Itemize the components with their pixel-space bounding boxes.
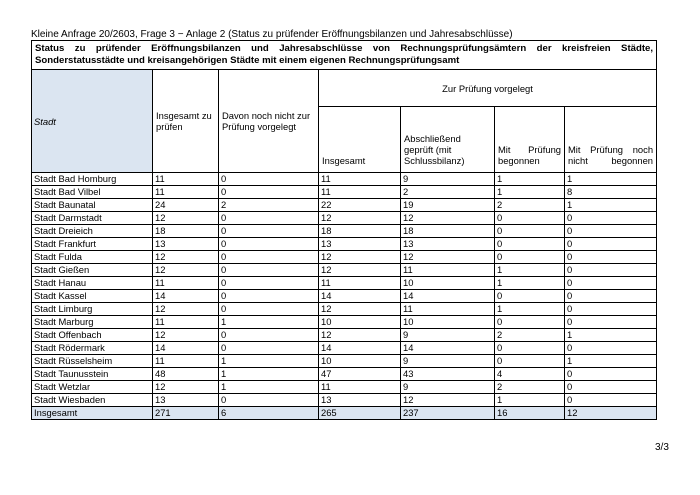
city-cell: Stadt Wiesbaden [32, 394, 153, 407]
value-cell: 14 [319, 290, 401, 303]
value-cell: 11 [319, 186, 401, 199]
value-cell: 11 [401, 264, 495, 277]
document-caption: Kleine Anfrage 20/2603, Frage 3 − Anlage 2 (Status zu prüfender Eröffnungsbilanzen und Jahresabschlüsse) [31, 29, 513, 40]
value-cell: 0 [219, 342, 319, 355]
table-body [32, 173, 657, 420]
value-cell: 12 [401, 394, 495, 407]
value-cell: 0 [565, 381, 657, 394]
value-cell: 11 [319, 173, 401, 186]
value-cell: 24 [153, 199, 219, 212]
total-value-cell: 6 [219, 407, 319, 420]
value-cell: 11 [401, 303, 495, 316]
value-cell: 13 [401, 238, 495, 251]
city-cell: Stadt Marburg [32, 316, 153, 329]
value-cell: 12 [153, 381, 219, 394]
total-value-cell: 265 [319, 407, 401, 420]
value-cell: 0 [495, 238, 565, 251]
value-cell: 8 [565, 186, 657, 199]
value-cell: 12 [401, 251, 495, 264]
value-cell: 22 [319, 199, 401, 212]
value-cell: 0 [219, 303, 319, 316]
value-cell: 10 [319, 355, 401, 368]
table-row [32, 264, 657, 277]
value-cell: 12 [319, 329, 401, 342]
value-cell: 12 [319, 251, 401, 264]
value-cell: 12 [153, 264, 219, 277]
value-cell: 1 [565, 355, 657, 368]
value-cell: 1 [495, 173, 565, 186]
value-cell: 18 [401, 225, 495, 238]
city-cell: Stadt Offenbach [32, 329, 153, 342]
value-cell: 14 [401, 290, 495, 303]
value-cell: 1 [565, 199, 657, 212]
value-cell: 0 [219, 225, 319, 238]
value-cell: 0 [219, 173, 319, 186]
value-cell: 0 [219, 264, 319, 277]
value-cell: 0 [495, 342, 565, 355]
city-cell: Stadt Kassel [32, 290, 153, 303]
city-cell: Stadt Baunatal [32, 199, 153, 212]
value-cell: 9 [401, 173, 495, 186]
header-pruefung-begonnen: Mit Prüfung begonnen [495, 107, 565, 173]
value-cell: 47 [319, 368, 401, 381]
table-row [32, 277, 657, 290]
value-cell: 11 [153, 186, 219, 199]
city-cell: Stadt Rödermark [32, 342, 153, 355]
value-cell: 14 [401, 342, 495, 355]
value-cell: 0 [219, 251, 319, 264]
city-cell: Stadt Frankfurt [32, 238, 153, 251]
header-abschliessend-geprueft: Abschließend geprüft (mit Schlussbilanz) [401, 107, 495, 173]
value-cell: 1 [495, 277, 565, 290]
value-cell: 13 [319, 238, 401, 251]
city-cell: Stadt Rüsselsheim [32, 355, 153, 368]
value-cell: 0 [565, 316, 657, 329]
city-cell: Stadt Gießen [32, 264, 153, 277]
value-cell: 12 [153, 251, 219, 264]
city-cell: Stadt Hanau [32, 277, 153, 290]
value-cell: 1 [495, 264, 565, 277]
table-row [32, 212, 657, 225]
value-cell: 9 [401, 355, 495, 368]
city-cell: Stadt Bad Vilbel [32, 186, 153, 199]
value-cell: 18 [319, 225, 401, 238]
value-cell: 0 [565, 342, 657, 355]
value-cell: 1 [219, 316, 319, 329]
value-cell: 0 [219, 238, 319, 251]
table-row [32, 173, 657, 186]
value-cell: 10 [319, 316, 401, 329]
table-row [32, 238, 657, 251]
value-cell: 2 [495, 199, 565, 212]
value-cell: 0 [495, 225, 565, 238]
total-row [32, 407, 657, 420]
header-stadt: Stadt [32, 70, 153, 173]
table-row [32, 199, 657, 212]
value-cell: 10 [401, 277, 495, 290]
value-cell: 0 [219, 290, 319, 303]
status-table [31, 40, 657, 420]
value-cell: 12 [153, 329, 219, 342]
value-cell: 0 [219, 186, 319, 199]
table-row [32, 394, 657, 407]
value-cell: 12 [319, 264, 401, 277]
value-cell: 1 [565, 173, 657, 186]
city-cell: Stadt Fulda [32, 251, 153, 264]
value-cell: 0 [565, 394, 657, 407]
table-row [32, 342, 657, 355]
table-row [32, 329, 657, 342]
table-row [32, 303, 657, 316]
value-cell: 12 [319, 303, 401, 316]
header-insgesamt-zu-pruefen: Insgesamt zu prüfen [153, 70, 219, 173]
value-cell: 12 [153, 212, 219, 225]
value-cell: 14 [153, 290, 219, 303]
value-cell: 11 [153, 277, 219, 290]
table-title: Status zu prüfender Eröffnungsbilanzen und Jahresabschlüsse von Rechnungsprüfungsämtern der kreisfreien Städte, Sonderstatusstädte und kreisangehörigen Städte mit einem eigenen Rechnungsprüfungsamt [32, 41, 657, 70]
total-value-cell: 16 [495, 407, 565, 420]
value-cell: 1 [219, 381, 319, 394]
value-cell: 14 [319, 342, 401, 355]
page-number: 3/3 [655, 442, 669, 453]
table-row [32, 251, 657, 264]
value-cell: 0 [565, 277, 657, 290]
value-cell: 12 [153, 303, 219, 316]
value-cell: 2 [401, 186, 495, 199]
table-row [32, 316, 657, 329]
value-cell: 13 [153, 238, 219, 251]
value-cell: 2 [495, 329, 565, 342]
city-cell: Stadt Darmstadt [32, 212, 153, 225]
value-cell: 11 [153, 316, 219, 329]
value-cell: 11 [319, 381, 401, 394]
value-cell: 2 [219, 199, 319, 212]
value-cell: 1 [495, 303, 565, 316]
header-noch-nicht-vorgelegt: Davon noch nicht zur Prüfung vorgelegt [219, 70, 319, 173]
value-cell: 13 [153, 394, 219, 407]
table-row [32, 225, 657, 238]
value-cell: 0 [565, 225, 657, 238]
city-cell: Stadt Wetzlar [32, 381, 153, 394]
value-cell: 18 [153, 225, 219, 238]
value-cell: 0 [565, 238, 657, 251]
total-value-cell: 271 [153, 407, 219, 420]
header-zur-pruefung-vorgelegt: Zur Prüfung vorgelegt [319, 70, 657, 107]
table-row [32, 355, 657, 368]
table-row [32, 381, 657, 394]
header-pruefung-nicht-begonnen: Mit Prüfung noch nicht begonnen [565, 107, 657, 173]
value-cell: 0 [219, 277, 319, 290]
value-cell: 0 [565, 212, 657, 225]
value-cell: 48 [153, 368, 219, 381]
value-cell: 0 [565, 251, 657, 264]
value-cell: 0 [219, 329, 319, 342]
value-cell: 43 [401, 368, 495, 381]
value-cell: 0 [495, 355, 565, 368]
total-label-cell: Insgesamt [32, 407, 153, 420]
value-cell: 0 [495, 251, 565, 264]
value-cell: 0 [495, 212, 565, 225]
value-cell: 1 [495, 394, 565, 407]
value-cell: 19 [401, 199, 495, 212]
value-cell: 0 [565, 264, 657, 277]
total-value-cell: 12 [565, 407, 657, 420]
value-cell: 0 [219, 212, 319, 225]
value-cell: 13 [319, 394, 401, 407]
value-cell: 9 [401, 381, 495, 394]
value-cell: 0 [565, 368, 657, 381]
table-row [32, 368, 657, 381]
header-insgesamt: Insgesamt [319, 107, 401, 173]
value-cell: 0 [565, 290, 657, 303]
value-cell: 0 [565, 303, 657, 316]
value-cell: 11 [153, 173, 219, 186]
table-row [32, 290, 657, 303]
city-cell: Stadt Limburg [32, 303, 153, 316]
city-cell: Stadt Dreieich [32, 225, 153, 238]
city-cell: Stadt Bad Homburg [32, 173, 153, 186]
value-cell: 11 [319, 277, 401, 290]
value-cell: 1 [495, 186, 565, 199]
value-cell: 1 [219, 368, 319, 381]
city-cell: Stadt Taunusstein [32, 368, 153, 381]
value-cell: 0 [219, 394, 319, 407]
table-row [32, 186, 657, 199]
total-value-cell: 237 [401, 407, 495, 420]
value-cell: 11 [153, 355, 219, 368]
value-cell: 0 [495, 290, 565, 303]
value-cell: 2 [495, 381, 565, 394]
value-cell: 12 [401, 212, 495, 225]
value-cell: 1 [219, 355, 319, 368]
value-cell: 10 [401, 316, 495, 329]
value-cell: 1 [565, 329, 657, 342]
value-cell: 4 [495, 368, 565, 381]
value-cell: 14 [153, 342, 219, 355]
value-cell: 12 [319, 212, 401, 225]
value-cell: 0 [495, 316, 565, 329]
value-cell: 9 [401, 329, 495, 342]
